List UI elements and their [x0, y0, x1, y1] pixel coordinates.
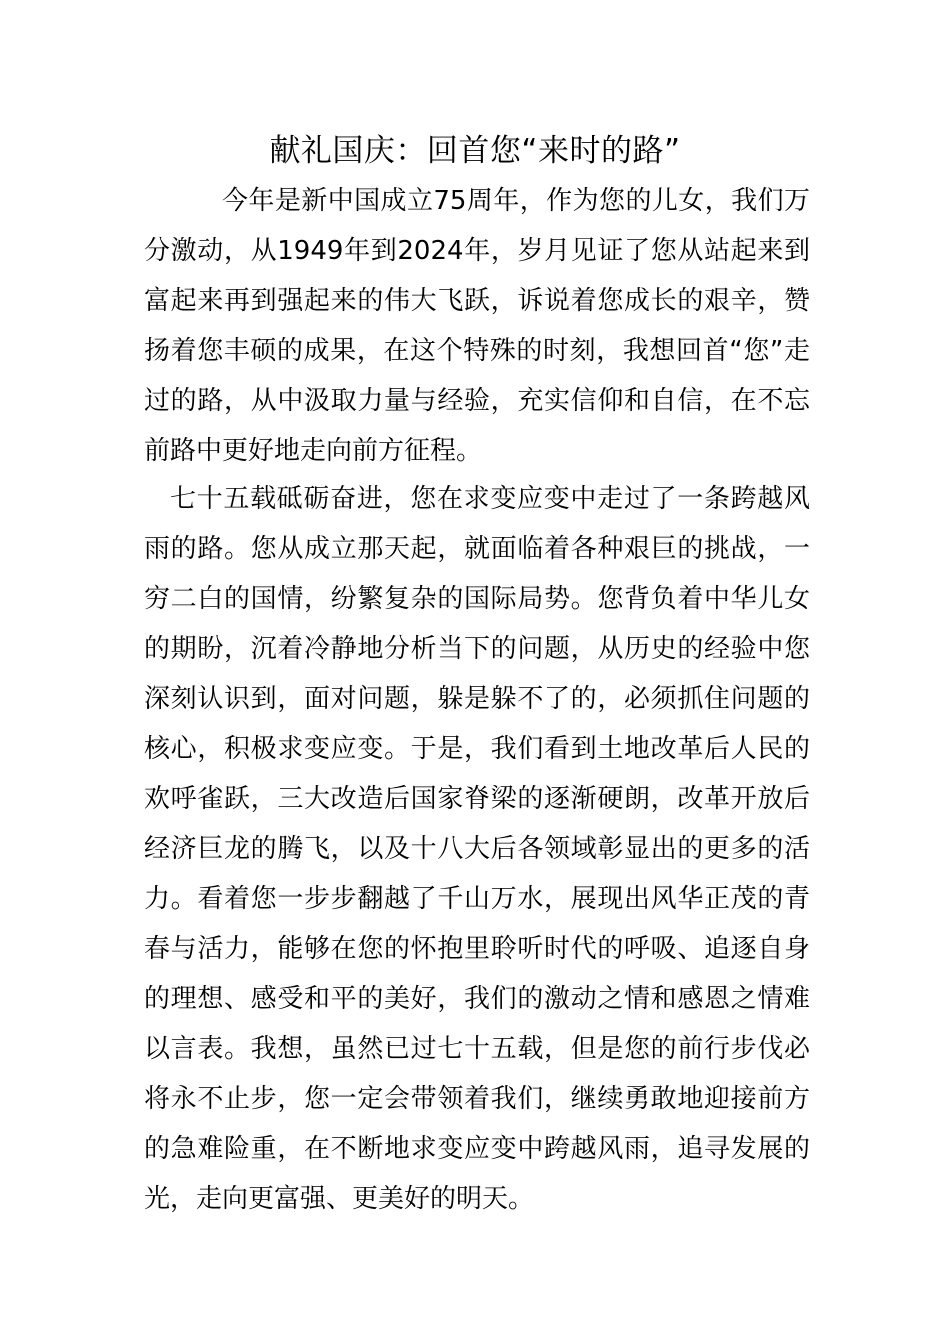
document-title: 献礼国庆：回首您“来时的路” — [269, 133, 681, 169]
paragraph-intro: 今年是新中国成立75周年，作为您的儿女，我们万分激动，从1949年到2024年，岁月见证了您从站起来到富起来再到强起来的伟大飞跃，诉说着您成长的艰辛，赞扬着您丰硕的成果，在这个特殊的时刻，我想回首“您”走过的路，从中汲取力量与经验，充实信仰和自信，在不忘前路中更好地走向前方征程。 — [144, 186, 810, 466]
paragraph-body: 七十五载砥砺奋进，您在求变应变中走过了一条跨越风雨的路。您从成立那天起，就面临着各种艰巨的挑战，一穷二白的国情，纷繁复杂的国际局势。您背负着中华儿女的期盼，沉着冷静地分析当下的问题，从历史的经验中您深刻认识到，面对问题，躲是躲不了的，必须抓住问题的核心，积极求变应变。于是，我们看到土地改革后人民的欢呼雀跃，三大改造后国家脊梁的逐渐硬朗，改革开放后经济巨龙的腾飞，以及十八大后各领域彰显出的更多的活力。看着您一步步翻越了千山万水，展现出风华正茂的青春与活力，能够在您的怀抱里聆听时代的呼吸、追逐自身的理想、感受和平的美好，我们的激动之情和感恩之情难以言表。我想，虽然已过七十五载，但是您的前行步伐必将永不止步，您一定会带领着我们，继续勇敢地迎接前方的急难险重，在不断地求变应变中跨越风雨，追寻发展的光，走向更富强、更美好的明天。 — [144, 484, 810, 1214]
